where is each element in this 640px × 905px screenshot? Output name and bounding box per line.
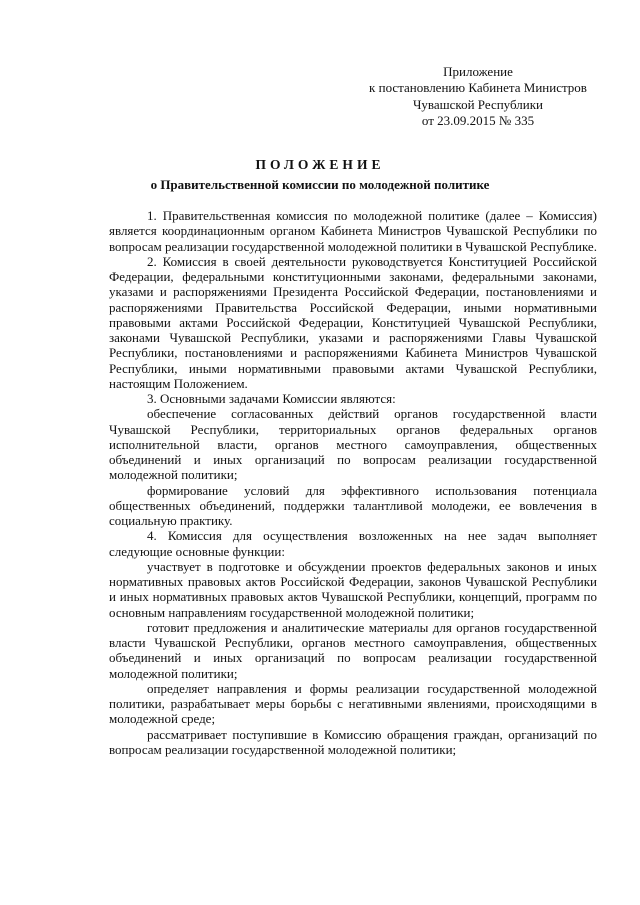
appendix-block	[338, 64, 618, 130]
function-item-3: определяет направления и формы реализации государственной молодежной политики, разрабатывает меры борьбы с негативными явлениями, происходящими в молодежной среде;	[109, 680, 597, 727]
task-item-1: обеспечение согласованных действий органов государственной власти Чувашской Республики, территориальных органов федеральных органов исполнительной власти, органов местного самоуправления, общественных объединений и иных организаций по вопросам реализации государственной молодежной политики;	[109, 406, 597, 483]
function-item-1: участвует в подготовке и обсуждении проектов федеральных законов и иных нормативных правовых актов Российской Федерации, законов Чувашской Республики и иных нормативных правовых актов Чувашской Республики, концепций, программ по основным направлениям государственной молодежной политики;	[109, 558, 597, 620]
function-item-4: рассматривает поступившие в Комиссию обращения граждан, организаций по вопросам реализации государственной молодежной политики;	[109, 726, 597, 757]
document-body	[109, 208, 597, 757]
task-item-2: формирование условий для эффективного использования потенциала общественных объединений, поддержки талантливой молодежи, ее вовлечения в социальную практику.	[109, 482, 597, 528]
appendix-republic: Чувашской Республики	[412, 96, 544, 112]
paragraph-2: 2. Комиссия в своей деятельности руководствуется Конституцией Российской Федерации, федеральными конституционными законами, федеральными законами, указами и распоряжениями Президента Российской Федерации, постановлениями и распоряжениями Правительства Российской Федерации, иными нормативными правовыми актами Российской Федерации, Конституцией Чувашской Республики, законами Чувашской Республики, указами и распоряжениями Главы Чувашской Республики, постановлениями и распоряжениями Кабинета Министров Чувашской Республики, иными нормативными правовыми актами Чувашской Республики, настоящим Положением.	[109, 253, 597, 391]
document-subtitle: о Правительственной комиссии по молодежной политике	[150, 177, 490, 192]
function-item-2: готовит предложения и аналитические материалы для органов государственной власти Чувашской Республики, органов местного самоуправления, общественных объединений и иных организаций по вопросам реализации государственной молодежной политики;	[109, 619, 597, 681]
appendix-date-number: от 23.09.2015 № 335	[421, 113, 535, 129]
appendix-resolution: к постановлению Кабинета Министров	[369, 80, 587, 96]
document-title: ПОЛОЖЕНИЕ	[255, 157, 385, 172]
paragraph-1: 1. Правительственная комиссия по молодежной политике (далее – Комиссия) является координационным органом Кабинета Министров Чувашской Республики по вопросам реализации государственной молодежной политики в Чувашской Республике.	[109, 208, 597, 254]
appendix-label: Приложение	[443, 64, 513, 79]
paragraph-4: 4. Комиссия для осуществления возложенных на нее задач выполняет следующие основные функции:	[109, 528, 597, 559]
paragraph-3: 3. Основными задачами Комиссии являются:	[147, 391, 396, 406]
